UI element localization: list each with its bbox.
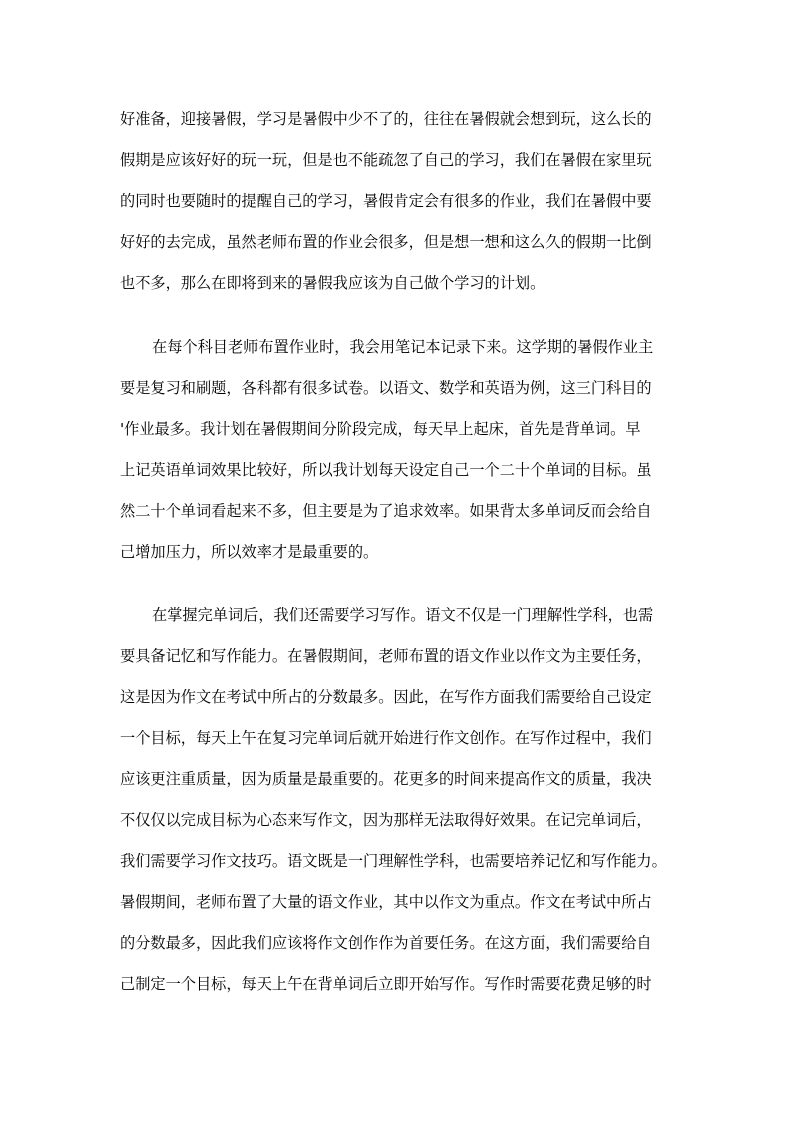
- paragraph-line: 也不多，那么在即将到来的暑假我应该为自己做个学习的计划。: [120, 274, 546, 292]
- paragraph-line: 一个目标，每天上午在复习完单词后就开始进行作文创作。在写作过程中，我们: [120, 729, 652, 747]
- paragraph-line: 要具备记忆和写作能力。在暑假期间，老师布置的语文作业以作文为主要任务，: [120, 647, 652, 665]
- paragraph-line: 己增加压力，所以效率才是最重要的。: [120, 543, 379, 561]
- paragraph-line: 在每个科目老师布置作业时，我会用笔记本记录下来。这学期的暑假作业主: [152, 338, 654, 356]
- paragraph-line: 在掌握完单词后，我们还需要学习写作。语文不仅是一门理解性学科，也需: [152, 606, 654, 624]
- paragraph-line: 假期是应该好好的玩一玩，但是也不能疏忽了自己的学习，我们在暑假在家里玩: [120, 151, 652, 169]
- paragraph-line: 好好的去完成，虽然老师布置的作业会很多，但是想一想和这么久的假期一比倒: [120, 233, 652, 251]
- paragraph-line: 的分数最多，因此我们应该将作文创作作为首要任务。在这方面，我们需要给自: [120, 934, 652, 952]
- paragraph-line: '作业最多。我计划在暑假期间分阶段完成，每天早上起床，首先是背单词。早: [120, 420, 641, 438]
- paragraph-line: 要是复习和刷题，各科都有很多试卷。以语文、数学和英语为例，这三门科目的: [120, 379, 652, 397]
- paragraph-line: 上记英语单词效果比较好，所以我计划每天设定自己一个二十个单词的目标。虽: [120, 461, 652, 479]
- paragraph-line: 应该更注重质量，因为质量是最重要的。花更多的时间来提高作文的质量，我决: [120, 770, 652, 788]
- paragraph-line: 好准备，迎接暑假，学习是暑假中少不了的，往往在暑假就会想到玩，这么长的: [120, 110, 652, 128]
- paragraph-line: 己制定一个目标，每天上午在背单词后立即开始写作。写作时需要花费足够的时: [120, 975, 652, 993]
- paragraph-line: 然二十个单词看起来不多，但主要是为了追求效率。如果背太多单词反而会给自: [120, 502, 652, 520]
- paragraph-line: 不仅仅以完成目标为心态来写作文，因为那样无法取得好效果。在记完单词后，: [120, 811, 652, 829]
- paragraph-line: 这是因为作文在考试中所占的分数最多。因此，在写作方面我们需要给自己设定: [120, 688, 652, 706]
- paragraph-line: 的同时也要随时的提醒自己的学习，暑假肯定会有很多的作业，我们在暑假中要: [120, 192, 652, 210]
- paragraph-line: 我们需要学习作文技巧。语文既是一门理解性学科，也需要培养记忆和写作能力。: [120, 852, 667, 870]
- paragraph-line: 暑假期间，老师布置了大量的语文作业，其中以作文为重点。作文在考试中所占: [120, 893, 652, 911]
